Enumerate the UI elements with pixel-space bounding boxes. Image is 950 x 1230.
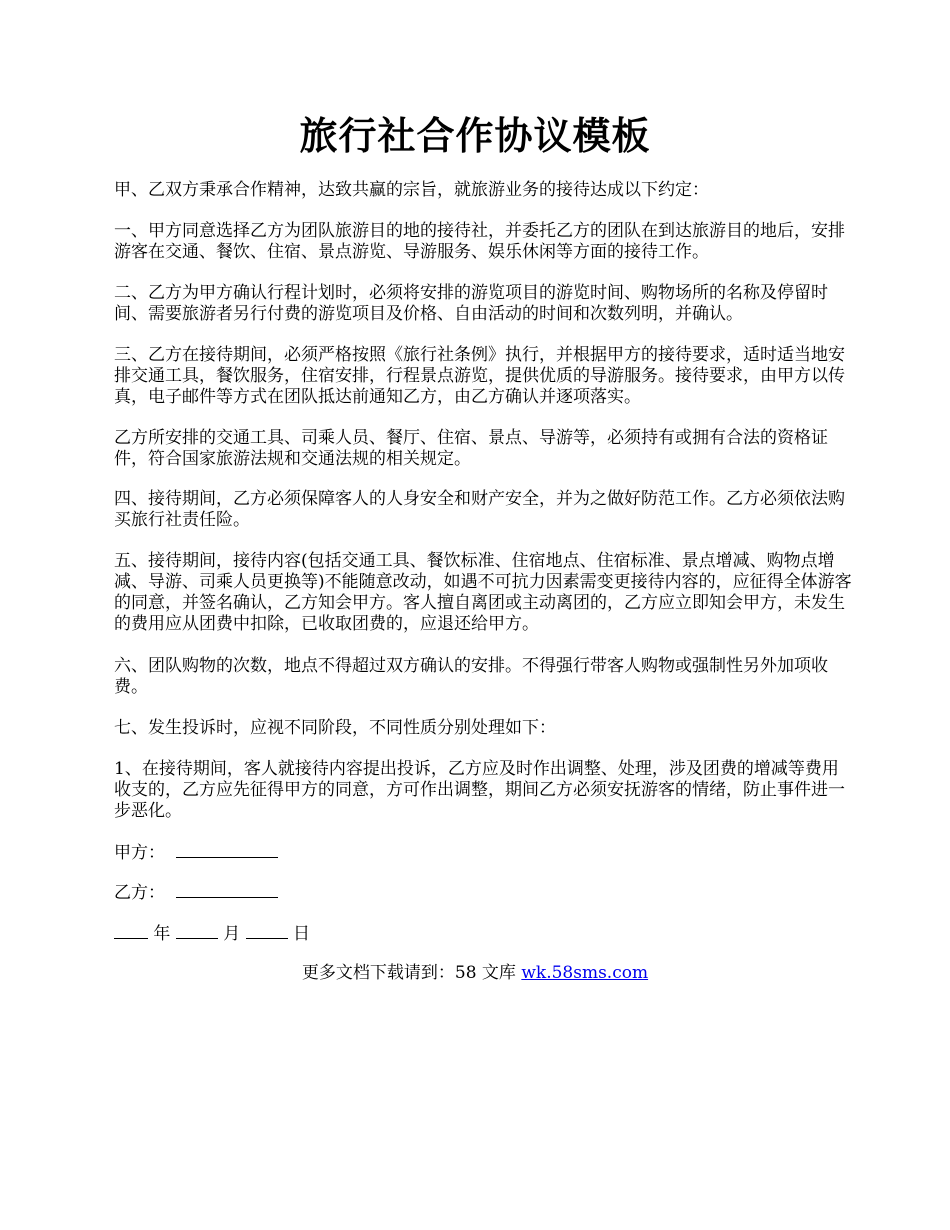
footer [0,963,950,984]
party-a-label: 甲方： [114,843,165,863]
year-blank [114,923,148,939]
month-label: 月 [223,924,241,944]
party-b-signature-line [114,882,278,904]
paragraph-clause-6: 六、团队购物的次数，地点不得超过双方确认的安排。不得强行带客人购物或强制性另外加项收费。 [114,656,828,697]
paragraph-clause-3: 三、乙方在接待期间，必须严格按照《旅行社条例》执行，并根据甲方的接待要求，适时适当地安排交通工具，餐饮服务，住宿安排，行程景点游览，提供优质的导游服务。接待要求，由甲方以传真，电子邮件等方式在团队抵达前通知乙方，由乙方确认并逐项落实。 [114,345,845,407]
year-label: 年 [153,924,171,944]
footer-text: 更多文档下载请到：58 文库 [301,963,522,983]
paragraph-clause-5: 五、接待期间，接待内容(包括交通工具、餐饮标准、住宿地点、住宿标准、景点增减、购物点增减、导游、司乘人员更换等)不能随意改动，如遇不可抗力因素需变更接待内容的，应征得全体游客的同意，并签名确认，乙方知会甲方。客人擅自离团或主动离团的，乙方应立即知会甲方，未发生的费用应从团费中扣除，已收取团费的，应退还给甲方。 [114,551,852,634]
day-blank [246,923,288,939]
party-a-signature-line [114,842,278,864]
date-line [114,923,310,945]
paragraph-clause-1: 一、甲方同意选择乙方为团队旅游目的地的接待社，并委托乙方的团队在到达旅游目的地后，安排游客在交通、餐饮、住宿、景点游览、导游服务、娱乐休闲等方面的接待工作。 [114,221,845,262]
day-label: 日 [293,924,311,944]
month-blank [176,923,218,939]
footer-link[interactable]: wk.58sms.com [521,963,649,983]
party-a-blank [176,842,278,858]
paragraph-clause-7: 七、发生投诉时，应视不同阶段，不同性质分别处理如下： [114,718,556,738]
paragraph-clause-4: 四、接待期间，乙方必须保障客人的人身安全和财产安全，并为之做好防范工作。乙方必须依法购买旅行社责任险。 [114,489,845,530]
paragraph-clause-7-item-1: 1、在接待期间，客人就接待内容提出投诉，乙方应及时作出调整、处理，涉及团费的增减等费用收支的，乙方应先征得甲方的同意，方可作出调整，期间乙方必须安抚游客的情绪，防止事件进一步恶化。 [114,759,845,821]
party-b-blank [176,882,278,898]
paragraph-clause-3-supplement: 乙方所安排的交通工具、司乘人员、餐厅、住宿、景点、导游等，必须持有或拥有合法的资格证件，符合国家旅游法规和交通法规的相关规定。 [114,428,828,469]
document-title: 旅行社合作协议模板 [299,113,651,158]
party-b-label: 乙方： [114,883,165,903]
paragraph-intro: 甲、乙双方秉承合作精神，达致共赢的宗旨，就旅游业务的接待达成以下约定： [114,180,709,200]
paragraph-clause-2: 二、乙方为甲方确认行程计划时，必须将安排的游览项目的游览时间、购物场所的名称及停留时间、需要旅游者另行付费的游览项目及价格、自由活动的时间和次数列明，并确认。 [114,283,828,324]
